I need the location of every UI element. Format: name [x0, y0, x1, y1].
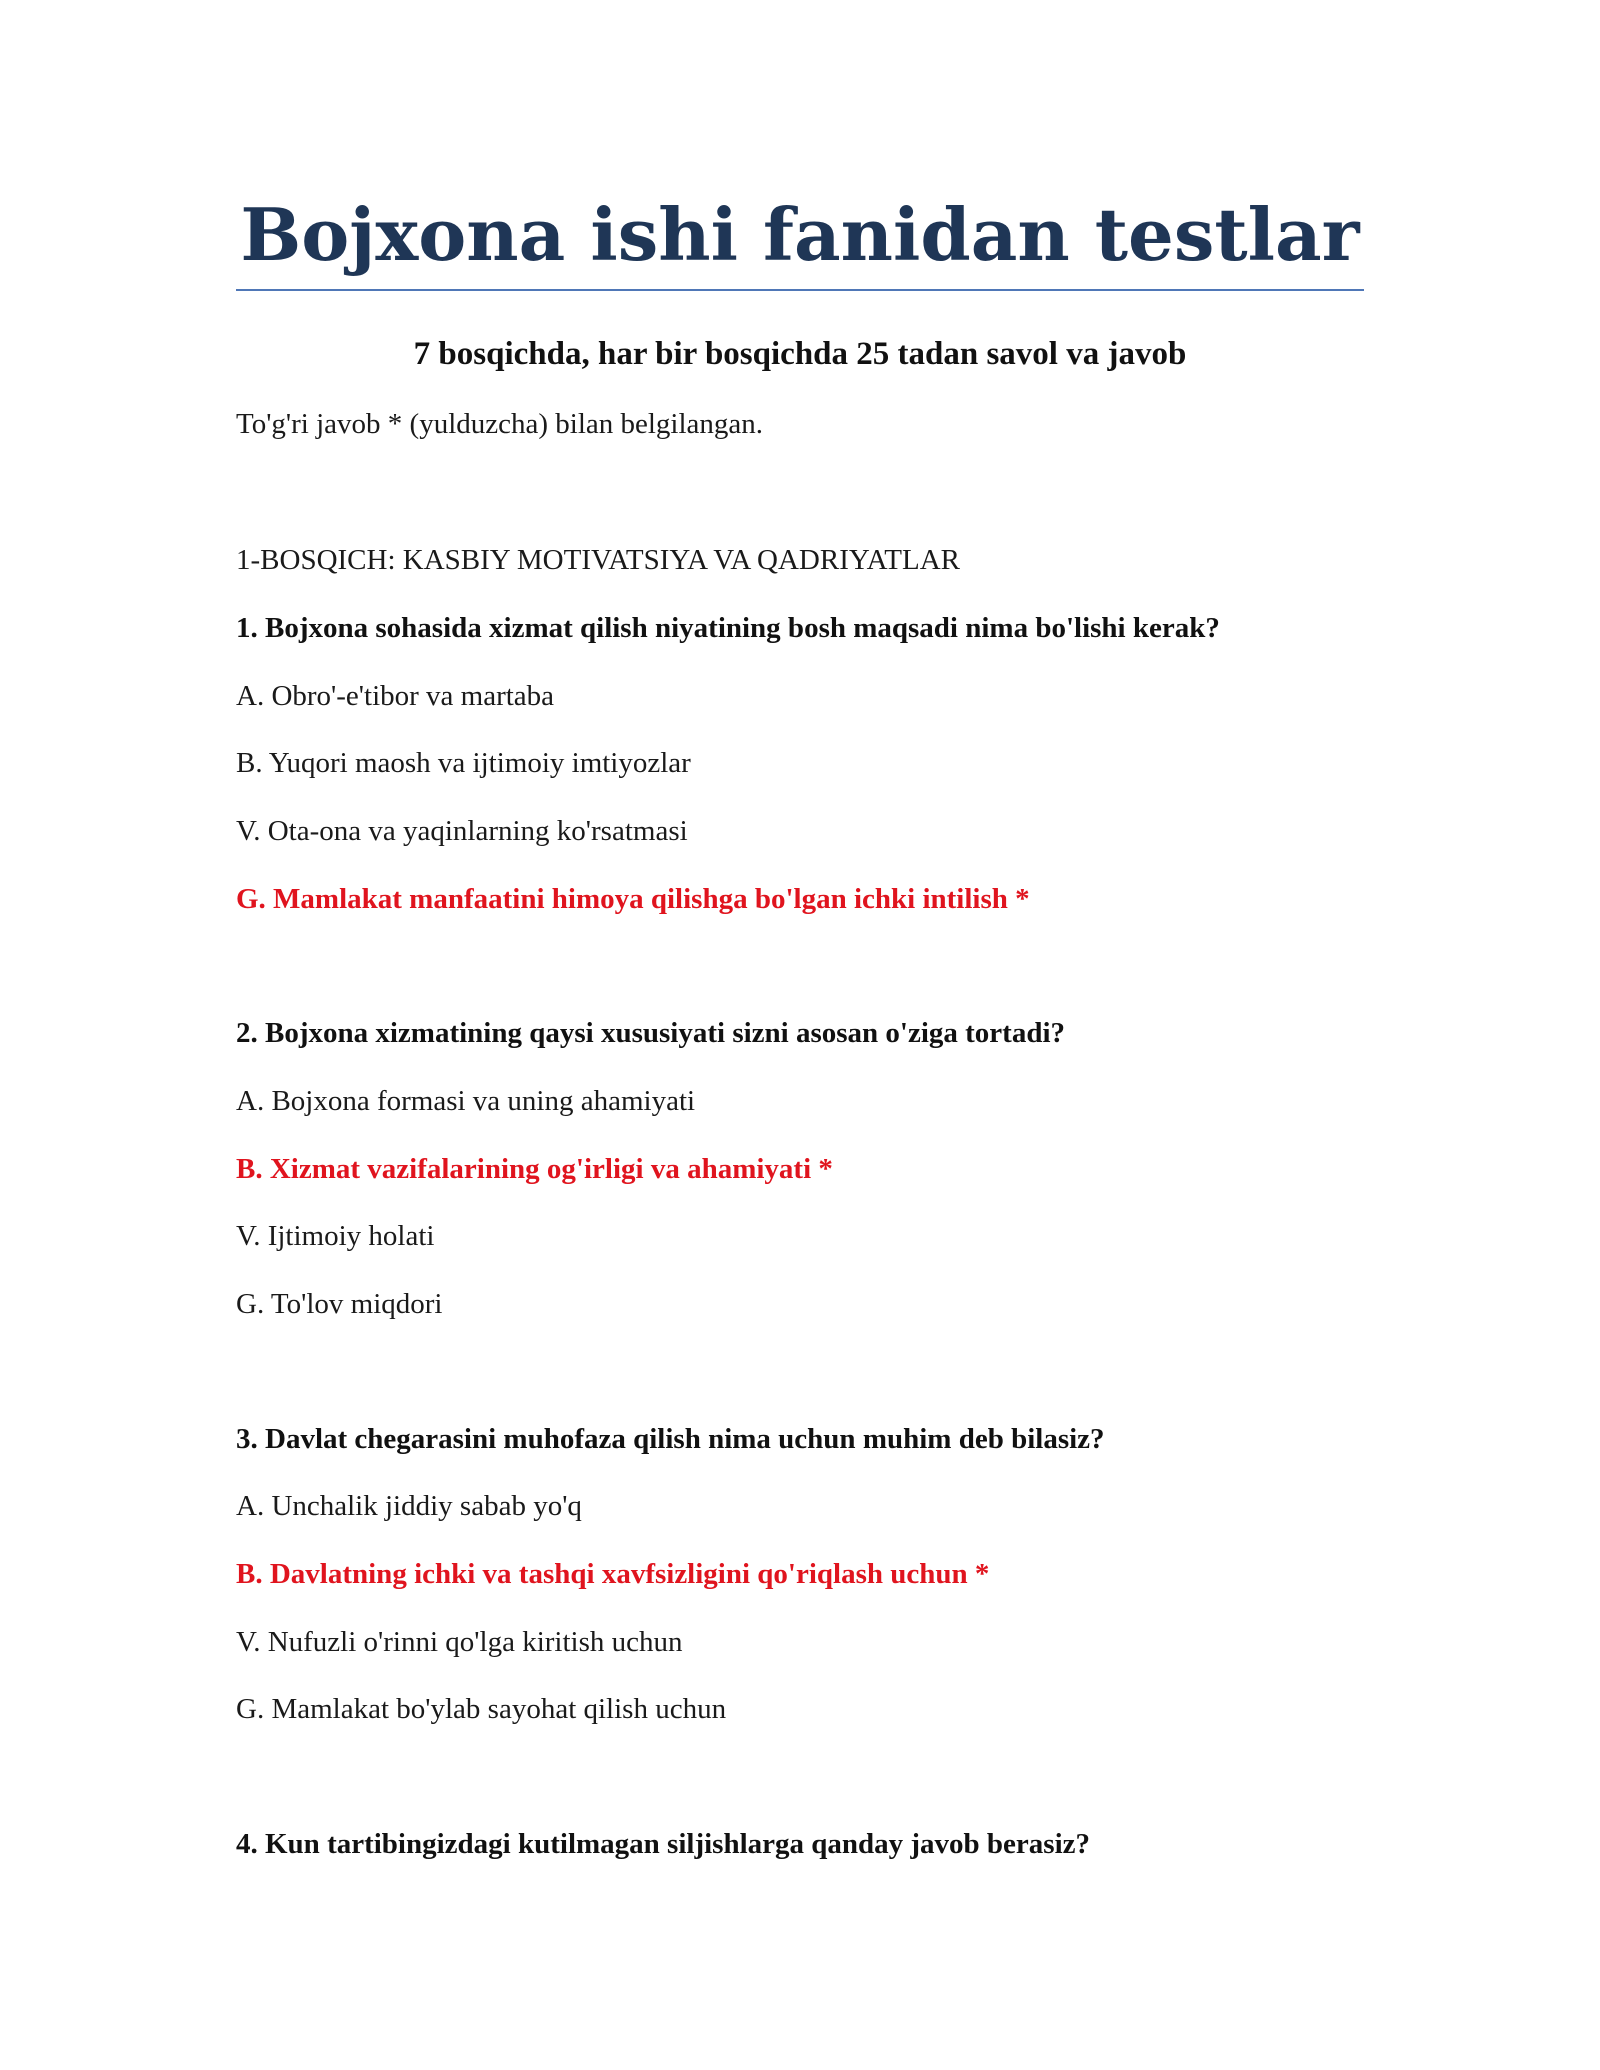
- question-4: 4. Kun tartibingizdagi kutilmagan siljishlarga qanday javob berasiz?: [236, 1828, 1091, 1860]
- question-1: 1. Bojxona sohasida xizmat qilish niyatining bosh maqsadi nima bo'lishi kerak?: [236, 612, 1220, 644]
- question-1-option-a: A. Obro'-e'tibor va martaba: [236, 680, 555, 712]
- answer-key-note: To'g'ri javob * (yulduzcha) bilan belgilangan.: [236, 408, 764, 440]
- question-2-option-g: G. To'lov miqdori: [236, 1288, 443, 1320]
- question-2: 2. Bojxona xizmatining qaysi xususiyati sizni asosan o'ziga tortadi?: [236, 1017, 1066, 1049]
- question-2-option-a: A. Bojxona formasi va uning ahamiyati: [236, 1085, 696, 1117]
- question-3-option-b-correct: B. Davlatning ichki va tashqi xavfsizligini qo'riqlash uchun *: [236, 1558, 990, 1590]
- question-1-option-v: V. Ota-ona va yaqinlarning ko'rsatmasi: [236, 815, 688, 847]
- question-2-option-b-correct: B. Xizmat vazifalarining og'irligi va ahamiyati *: [236, 1153, 833, 1185]
- section-heading: 1-BOSQICH: KASBIY MOTIVATSIYA VA QADRIYATLAR: [236, 544, 961, 576]
- question-2-option-v: V. Ijtimoiy holati: [236, 1220, 435, 1252]
- question-1-option-b: B. Yuqori maosh va ijtimoiy imtiyozlar: [236, 747, 691, 779]
- question-3-option-a: A. Unchalik jiddiy sabab yo'q: [236, 1490, 582, 1522]
- question-3-option-v: V. Nufuzli o'rinni qo'lga kiritish uchun: [236, 1626, 683, 1658]
- page-title: Bojxona ishi fanidan testlar: [240, 192, 1360, 277]
- question-3-option-g: G. Mamlakat bo'ylab sayohat qilish uchun: [236, 1693, 727, 1725]
- title-underline: [236, 289, 1364, 291]
- page-subtitle: 7 bosqichda, har bir bosqichda 25 tadan savol va javob: [413, 336, 1187, 372]
- question-3: 3. Davlat chegarasini muhofaza qilish nima uchun muhim deb bilasiz?: [236, 1423, 1105, 1455]
- question-1-option-g-correct: G. Mamlakat manfaatini himoya qilishga bo'lgan ichki intilish *: [236, 883, 1030, 915]
